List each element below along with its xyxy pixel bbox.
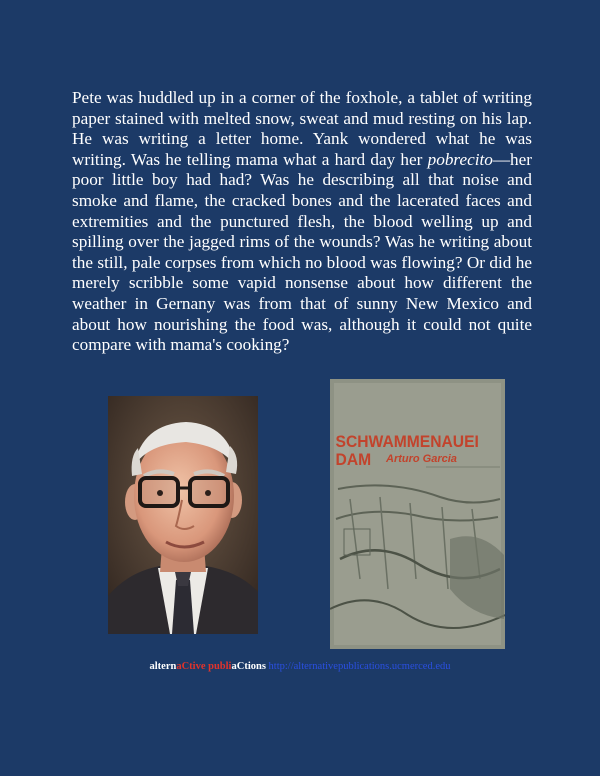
author-portrait <box>108 396 258 634</box>
excerpt-text-2: —her poor little boy had had? Was he describing all that noise and smoke and flame, the cracked bones and the lacerated faces and extremities and the punctured flesh, the blood welling up and spilling over the jagged rims of the wounds? Was he writing about the still, pale corpses from which no blood was flowing? Or did he merely scribble some vapid nonsense about how different the weather in Gernany was from that of sunny New Mexico and about how nourishing the food was, although it could not quite compare with mama's cooking? <box>72 149 532 355</box>
cover-title-line-2: DAM <box>335 450 372 469</box>
footer <box>0 661 600 672</box>
cover-author: Arturo Garcia <box>386 453 457 465</box>
brand-part-2: aCtive publi <box>176 661 232 672</box>
excerpt-italic-word: pobrecito <box>427 149 493 169</box>
brand-part-3: aCtions <box>231 661 266 672</box>
story-excerpt <box>72 88 532 356</box>
excerpt-text-1: Pete was huddled up in a corner of the foxhole, a tablet of writing paper stained with melted snow, sweat and mud resting on his lap. He was writing a letter home. Yank wondered what he was writing. Was he telling mama what a hard day her <box>72 88 532 169</box>
brand-part-1: altern <box>149 661 177 672</box>
cover-title-line-1: SCHWAMMENAUEI <box>335 433 479 451</box>
book-cover <box>330 379 505 649</box>
footer-url-link[interactable]: http://alternativepublications.ucmerced.edu <box>268 661 451 672</box>
